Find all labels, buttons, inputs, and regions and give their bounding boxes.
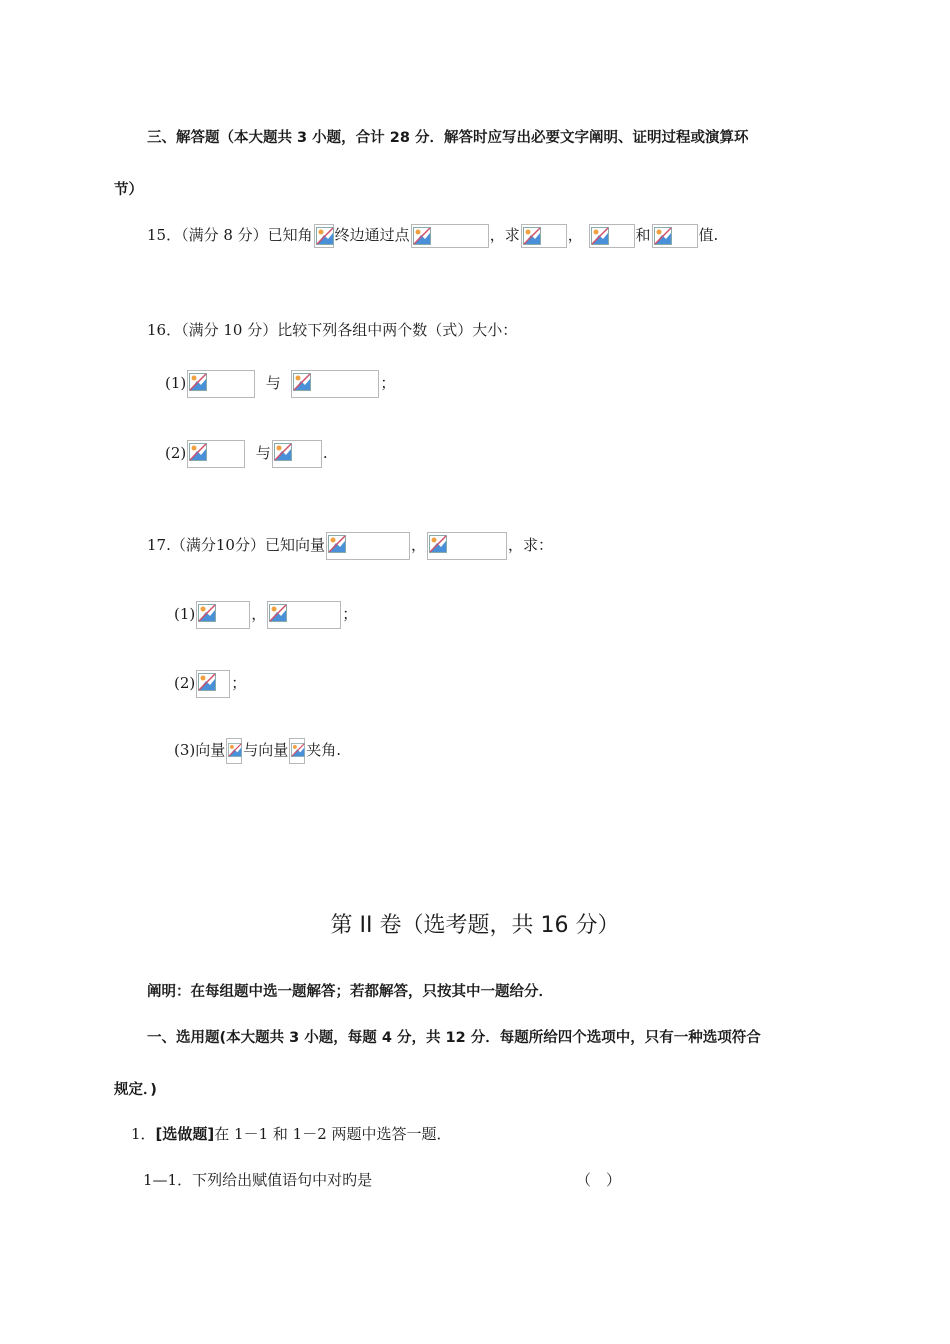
question-16: 16．（满分 10 分）比较下列各组中两个数（式）大小： [147, 321, 518, 339]
q15-mid1: 终边通过点 [334, 226, 410, 244]
q16-p2-label: (2) [165, 444, 187, 462]
formula-image-icon [289, 738, 305, 764]
formula-image-icon [196, 601, 250, 629]
formula-image-icon [521, 224, 567, 248]
part2-note: 阐明：在每组题中选一题解答；若都解答，只按其中一题给分． [147, 984, 553, 1000]
q1-num: 1． [131, 1125, 156, 1143]
formula-image-icon [652, 224, 698, 248]
q17-p1-sep: ， [251, 605, 267, 623]
formula-image-icon [272, 440, 322, 468]
q16-p2-and: 与 [255, 444, 271, 462]
q15-end: 值. [698, 226, 719, 244]
q17-p3-label: (3)向量 [174, 741, 226, 759]
part2-question-1 [131, 1124, 452, 1144]
q1-text: 在 1－1 和 1－2 两题中选答一题． [214, 1125, 452, 1143]
q16-p1-and: 与 [265, 374, 281, 392]
part2-section1-line1: 一、选用题(本大题共 3 小题，每题 4 分，共 12 分．每题所给四个选项中，只有一种选项符合 [147, 1030, 761, 1046]
formula-image-icon [226, 738, 242, 764]
formula-image-icon [267, 601, 341, 629]
q17-p3-end: 夹角. [306, 741, 342, 759]
q15-prefix: 15．（满分 8 分）已知角 [147, 226, 313, 244]
q17-prefix: 17.（满分10分）已知向量 [147, 536, 325, 554]
q17-part2 [174, 670, 246, 698]
question-15 [147, 224, 718, 248]
formula-image-icon [196, 670, 230, 698]
q17-p2-end: ； [231, 674, 247, 692]
formula-image-icon [314, 224, 334, 248]
q16-part2 [165, 440, 328, 468]
section3-title-line2: 节） [114, 182, 143, 198]
q15-mid2: ，求 [489, 226, 520, 244]
q17-part1 [174, 601, 357, 629]
formula-image-icon [589, 224, 635, 248]
formula-image-icon [427, 532, 507, 560]
q16-p1-label: (1) [165, 374, 187, 392]
q17-p2-label: (2) [174, 674, 196, 692]
answer-paren: （ ） [576, 1171, 622, 1189]
part2-question-1-1: 1—1．下列给出赋值语句中对旳是 [143, 1171, 373, 1189]
q17-mid2: ，求： [507, 536, 553, 554]
section3-title-line1: 三、解答题（本大题共 3 小题，合计 28 分．解答时应写出必要文字阐明、证明过程或演算环 [147, 130, 749, 146]
part2-section1-line2: 规定．) [114, 1082, 157, 1098]
q17-p3-mid: 与向量 [243, 741, 289, 759]
q17-p1-label: (1) [174, 605, 196, 623]
question-17 [147, 532, 553, 560]
part2-heading: 第 II 卷（选考题，共 16 分） [330, 913, 620, 938]
q17-p1-end: ； [342, 605, 358, 623]
q15-mid4: 和 [635, 226, 651, 244]
q16-p1-end: ； [380, 374, 396, 392]
q15-mid3: ， [567, 226, 583, 244]
formula-image-icon [411, 224, 489, 248]
formula-image-icon [187, 370, 255, 398]
formula-image-icon [291, 370, 379, 398]
q17-part3 [174, 738, 341, 764]
q1-tag: [选做题] [155, 1125, 215, 1143]
formula-image-icon [187, 440, 245, 468]
q16-part1 [165, 370, 395, 398]
q17-mid1: ， [410, 536, 426, 554]
formula-image-icon [326, 532, 410, 560]
q16-p2-end: . [322, 444, 328, 462]
